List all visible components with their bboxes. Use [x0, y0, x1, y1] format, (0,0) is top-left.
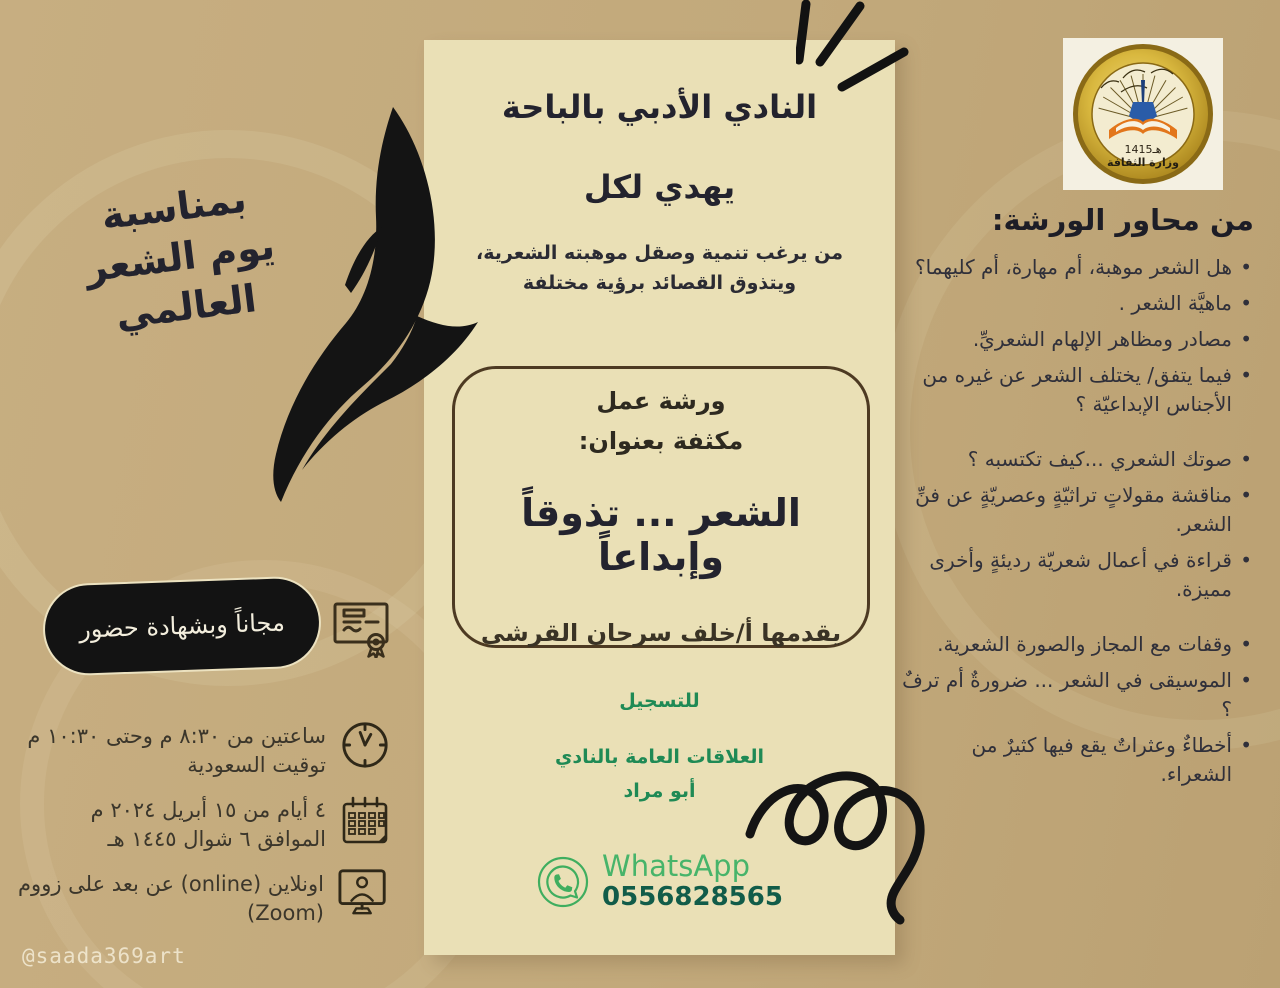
audience-line1: من يرغب تنمية وصقل موهبته الشعرية،: [476, 242, 843, 264]
audience-line2: ويتذوق القصائد برؤية مختلفة: [522, 272, 797, 295]
occasion-title: [44, 167, 316, 348]
schedule-row-time: [18, 718, 390, 780]
logo-ministry-name: وزارة الثقافة: [1107, 156, 1179, 169]
workshop-title-box: [452, 366, 870, 648]
topic-item: • أخطاءٌ وعثراتٌ يقع فيها كثيرٌ من الشعراء.: [896, 731, 1254, 789]
whatsapp-number: 0556828565: [602, 882, 783, 913]
certificate-icon: [332, 596, 394, 658]
occasion-line: يوم الشعر: [82, 223, 278, 291]
workshop-presenter: يقدمها أ/خلف سرحان القرشي: [480, 619, 842, 647]
accent-slashes-icon: [796, 0, 910, 92]
topic-item: • مناقشة مقولاتٍ تراثيّةٍ وعصريّةٍ عن فنِّ الشعر.: [896, 481, 1254, 539]
logo-year: 1415هـ: [1124, 143, 1162, 156]
topic-item: • صوتك الشعري ...كيف تكتسبه ؟: [896, 445, 1254, 474]
decorative-squiggle-icon: [742, 742, 942, 927]
schedule-list: [18, 718, 390, 940]
schedule-row-date: [18, 792, 390, 854]
topic-item: • مصادر ومظاهر الإلهام الشعريِّ.: [896, 325, 1254, 354]
free-badge-label: مجاناً وبشهادة حضور: [78, 608, 286, 644]
topic-item: • الموسيقى في الشعر ... ضرورةٌ أم ترفٌ ؟: [896, 666, 1254, 724]
schedule-online-text: اونلاين (online) عن بعد على زووم (Zoom): [18, 871, 324, 925]
workshop-type-line1: ورشة عمل: [596, 387, 726, 415]
audience-description: [424, 238, 895, 299]
artist-handle-watermark: @saada369art: [22, 944, 186, 968]
club-name-title: النادي الأدبي بالباحة: [501, 88, 818, 126]
ministry-of-culture-logo: [1063, 38, 1223, 190]
topic-item: • فيما يتفق/ يختلف الشعر عن غيره من الأجناس الإبداعيّة ؟: [896, 361, 1254, 419]
workshop-type-line2: مكثفة بعنوان:: [578, 427, 744, 455]
schedule-date-text: ٤ أيام من ١٥ أبريل ٢٠٢٤ م الموافق ٦ شوال ١٤٤٥ هـ: [90, 797, 326, 851]
topics-group: [896, 445, 1254, 604]
free-certificate-badge: [41, 575, 322, 677]
registration-header: للتسجيل: [619, 690, 700, 712]
topic-item: • هل الشعر موهبة، أم مهارة، أم كليهما؟: [896, 253, 1254, 282]
topics-section: [896, 203, 1254, 815]
whatsapp-icon: [536, 855, 590, 909]
schedule-row-online: [18, 866, 390, 928]
online-icon: [338, 866, 390, 918]
whatsapp-label: WhatsApp: [602, 849, 750, 883]
topic-item: • قراءة في أعمال شعريّة رديئةٍ وأخرى مميزة.: [896, 546, 1254, 604]
clock-icon: [340, 718, 390, 770]
topics-group: [896, 630, 1254, 789]
topic-item: • وقفات مع المجاز والصورة الشعرية.: [896, 630, 1254, 659]
workshop-title: الشعر ... تذوقاً وإبداعاً: [521, 491, 801, 579]
occasion-line: العالمي: [113, 276, 259, 338]
registration-contact-name: أبو مراد: [623, 780, 696, 802]
club-gift-line: يهدي لكل: [583, 168, 736, 206]
occasion-line: بمناسبة: [99, 176, 249, 239]
calendar-icon: [340, 792, 390, 848]
schedule-time-text: ساعتين من ٨:٣٠ م وحتى ١٠:٣٠ م توقيت السعودية: [27, 724, 326, 777]
topic-item: • ماهيَّة الشعر .: [896, 289, 1254, 318]
topics-header: من محاور الورشة:: [991, 203, 1254, 237]
topics-group: [896, 253, 1254, 419]
registration-contact-dept: العلاقات العامة بالنادي: [555, 746, 764, 768]
